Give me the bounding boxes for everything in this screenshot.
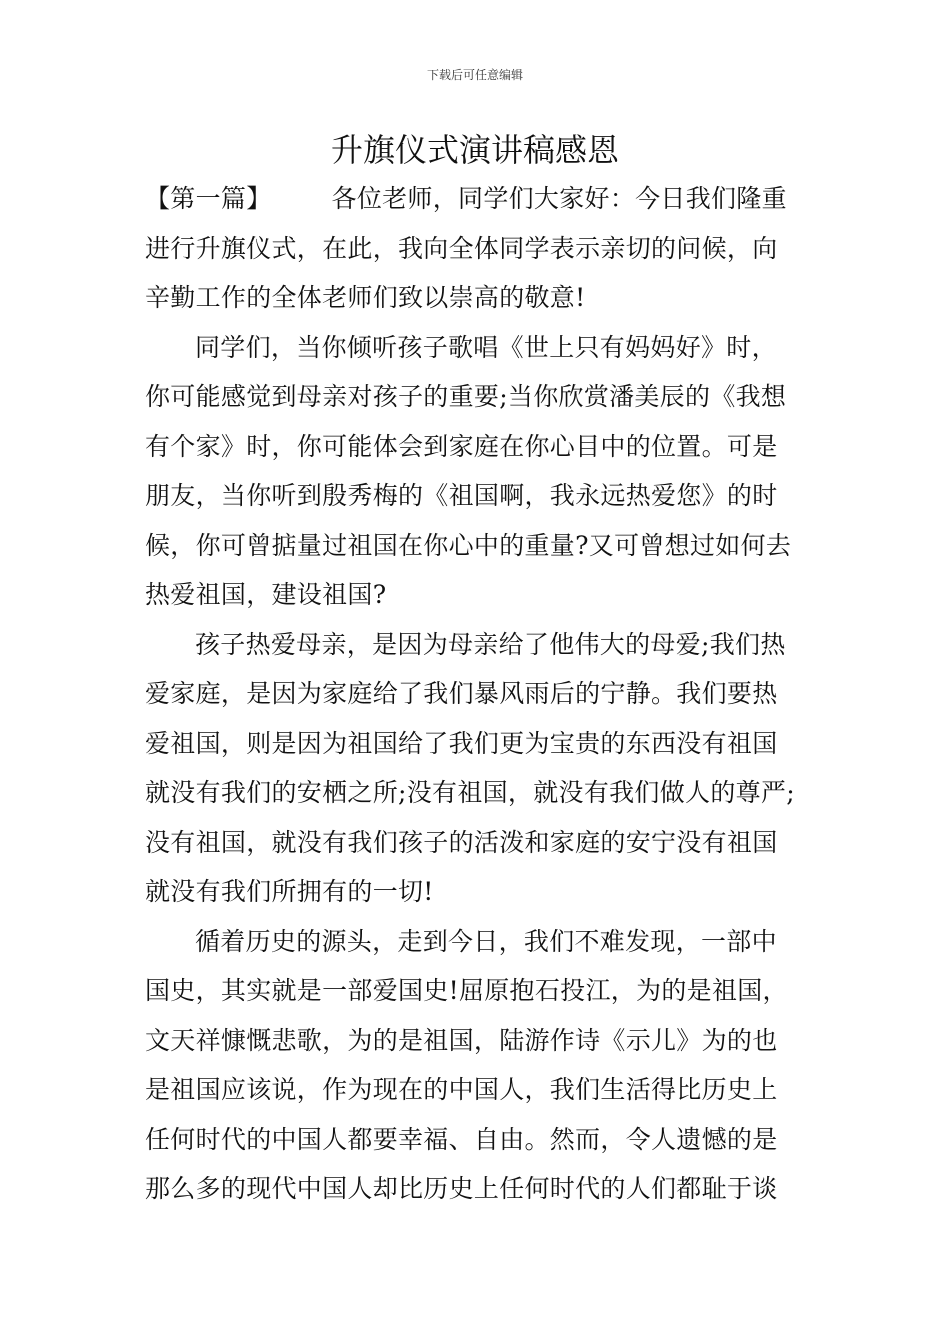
paragraph-line: 候，你可曾掂量过祖国在你心中的重量?又可曾想过如何去 (145, 530, 792, 560)
paragraph-line: 同学们，当你倾听孩子歌唱《世上只有妈妈好》时， (195, 332, 777, 362)
paragraph-line: 爱祖国，则是因为祖国给了我们更为宝贵的东西没有祖国 (145, 728, 778, 758)
paragraph-line: 文天祥慷慨悲歌，为的是祖国，陆游作诗《示儿》为的也 (145, 1025, 778, 1055)
line-text: 各位老师，同学们大家好：今日我们隆重 (331, 184, 787, 213)
paragraph-line: 没有祖国，就没有我们孩子的活泼和家庭的安宁没有祖国 (145, 827, 778, 857)
paragraph-line: 国史，其实就是一部爱国史!屈原抱石投江，为的是祖国， (145, 976, 788, 1005)
paragraph-line: 循着历史的源头，走到今日，我们不难发现，一部中 (195, 926, 777, 956)
paragraph-line (145, 174, 810, 224)
paragraph-line: 辛勤工作的全体老师们致以崇高的敬意! (145, 283, 586, 312)
paragraph-line: 孩子热爱母亲，是因为母亲给了他伟大的母爱;我们热 (195, 629, 786, 659)
paragraph-line: 就没有我们所拥有的一切! (145, 877, 434, 906)
paragraph-line: 那么多的现代中国人却比历史上任何时代的人们都耻于谈 (145, 1174, 778, 1203)
paragraph-line: 有个家》时，你可能体会到家庭在你心目中的位置。可是 (145, 431, 778, 461)
paragraph-line: 朋友，当你听到殷秀梅的《祖国啊，我永远热爱您》的时 (145, 481, 778, 510)
paragraph-line: 热爱祖国，建设祖国? (145, 580, 387, 609)
paragraph-line: 就没有我们的安栖之所;没有祖国，就没有我们做人的尊严; (145, 778, 795, 807)
paragraph-line: 进行升旗仪式，在此，我向全体同学表示亲切的问候，向 (145, 233, 778, 263)
document-title: 升旗仪式演讲稿感恩 (330, 131, 619, 169)
header-note: 下载后可任意编辑 (426, 68, 523, 82)
paragraph-line: 你可能感觉到母亲对孩子的重要;当你欣赏潘美辰的《我想 (145, 382, 787, 411)
section-label: 【第一篇】 (145, 184, 272, 213)
document-body (145, 174, 810, 1214)
paragraph-line: 任何时代的中国人都要幸福、自由。然而，令人遗憾的是 (145, 1124, 778, 1154)
paragraph-line: 是祖国应该说，作为现在的中国人，我们生活得比历史上 (145, 1075, 778, 1104)
paragraph-line: 爱家庭，是因为家庭给了我们暴风雨后的宁静。我们要热 (145, 679, 778, 708)
